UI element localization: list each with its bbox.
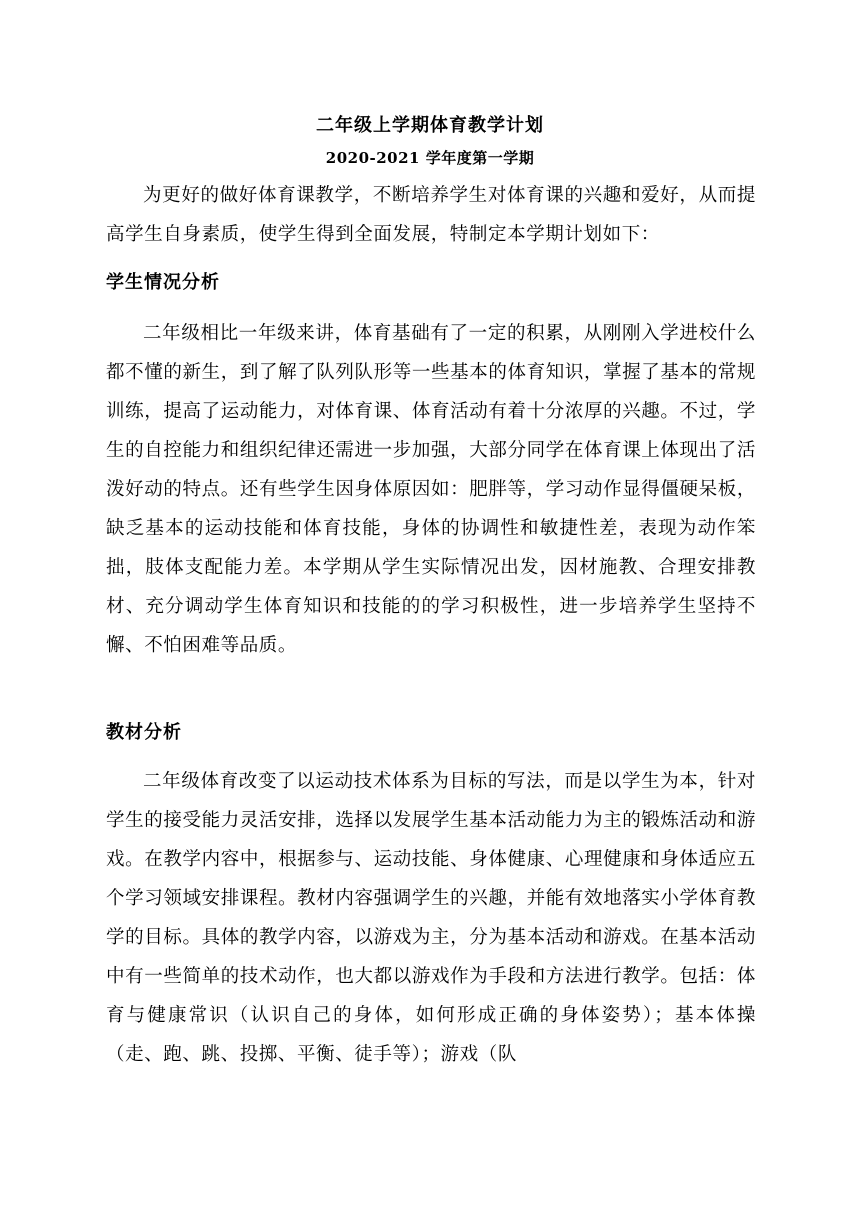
document-subtitle: 2020-2021 学年度第一学期 <box>325 149 535 167</box>
section-body-material-analysis: 二年级体育改变了以运动技术体系为目标的写法，而是以学生为本，针对学生的接受能力灵活安排，选择以发展学生基本活动能力为主的锻炼活动和游戏。在教学内容中，根据参与、运动技能、身体健康、心理健康和身体适应五个学习领域安排课程。教材内容强调学生的兴趣，并能有效地落实小学体育教学的目标。具体的教学内容，以游戏为主，分为基本活动和游戏。在基本活动中有一些简单的技术动作，也大都以游戏作为手段和方法进行教学。包括：体育与健康常识（认识自己的身体，如何形成正确的身体姿势）；基本体操（走、跑、跳、投掷、平衡、徒手等）；游戏（队 <box>106 771 756 1065</box>
intro-paragraph: 为更好的做好体育课教学，不断培养学生对体育课的兴趣和爱好，从而提高学生自身素质，使学生得到全面发展，特制定本学期计划如下： <box>106 185 756 245</box>
section-body-student-analysis: 二年级相比一年级来讲，体育基础有了一定的积累，从刚刚入学进校什么都不懂的新生，到了解了队列队形等一些基本的体育知识，掌握了基本的常规训练，提高了运动能力，对体育课、体育活动有着十分浓厚的兴趣。不过，学生的自控能力和组织纪律还需进一步加强，大部分同学在体育课上体现出了活泼好动的特点。还有些学生因身体原因如：肥胖等，学习动作显得僵硬呆板，缺乏基本的运动技能和体育技能，身体的协调性和敏捷性差，表现为动作笨拙，肢体支配能力差。本学期从学生实际情况出发，因材施教、合理安排教材、充分调动学生体育知识和技能的的学习积极性，进一步培养学生坚持不懈、不怕困难等品质。 <box>106 323 756 656</box>
section-heading-student-analysis: 学生情况分析 <box>106 272 220 293</box>
section-heading-material-analysis: 教材分析 <box>106 722 182 743</box>
document-title: 二年级上学期体育教学计划 <box>316 115 544 136</box>
